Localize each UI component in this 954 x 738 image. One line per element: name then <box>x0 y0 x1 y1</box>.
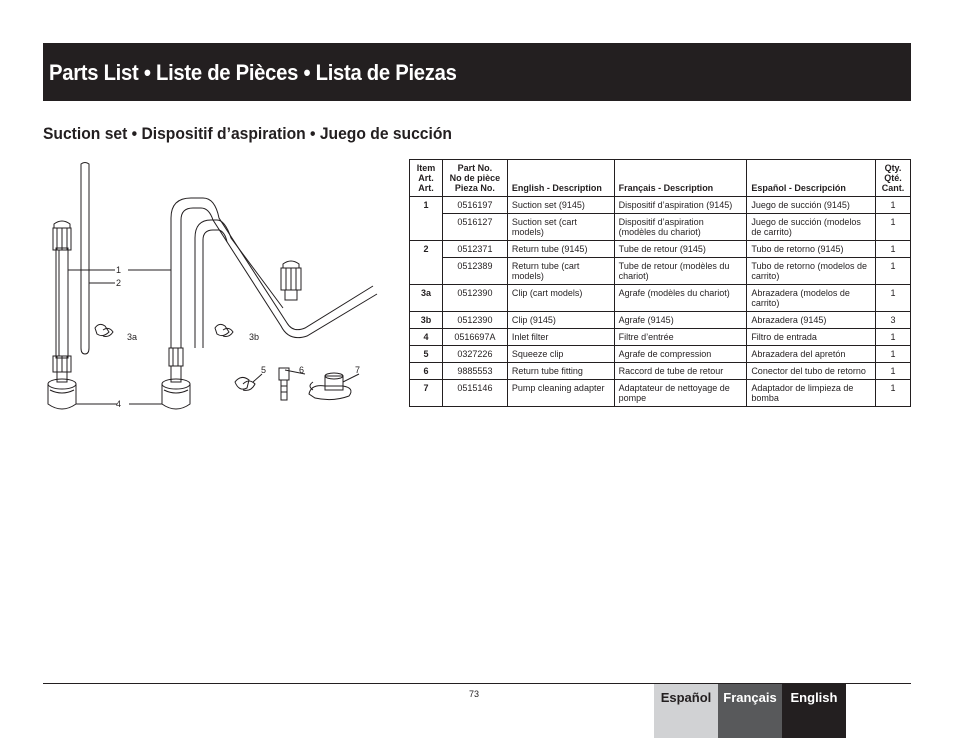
cell-english: Clip (cart models) <box>507 285 614 312</box>
cell-qty: 1 <box>875 380 910 407</box>
cell-qty: 1 <box>875 285 910 312</box>
cell-french: Agrafe (9145) <box>614 312 747 329</box>
table-row <box>410 312 911 329</box>
callout-3a: 3a <box>127 332 138 342</box>
callout-4: 4 <box>116 399 122 409</box>
parts-table <box>409 159 911 407</box>
cell-french: Filtre d’entrée <box>614 329 747 346</box>
cell-qty: 1 <box>875 197 910 214</box>
cell-part-no: 0512390 <box>442 285 507 312</box>
cell-item: 1 <box>410 197 443 241</box>
table-row <box>410 363 911 380</box>
callout-1: 1 <box>116 265 122 275</box>
cell-qty: 1 <box>875 363 910 380</box>
cell-spanish: Abrazadera (9145) <box>747 312 876 329</box>
cell-qty: 1 <box>875 346 910 363</box>
cell-qty: 1 <box>875 241 910 258</box>
cell-item: 3b <box>410 312 443 329</box>
cell-spanish: Abrazadera (modelos de carrito) <box>747 285 876 312</box>
bent-suction-tube-drawing <box>169 198 377 366</box>
cell-qty: 1 <box>875 258 910 285</box>
table-row <box>410 214 911 241</box>
table-row <box>410 285 911 312</box>
cell-item: 7 <box>410 380 443 407</box>
cell-french: Dispositif d’aspiration (modèles du chariot) <box>614 214 747 241</box>
callout-2: 2 <box>116 278 122 288</box>
tab-espanol[interactable]: Español <box>654 684 718 738</box>
cell-part-no: 0515146 <box>442 380 507 407</box>
suction-set-illustration <box>43 158 403 430</box>
cell-item: 4 <box>410 329 443 346</box>
cell-french: Agrafe de compression <box>614 346 747 363</box>
cell-qty: 1 <box>875 329 910 346</box>
clip-3b-drawing <box>215 324 233 336</box>
cell-item: 6 <box>410 363 443 380</box>
table-row <box>410 197 911 214</box>
cell-french: Dispositif d’aspiration (9145) <box>614 197 747 214</box>
callout-7: 7 <box>355 365 361 375</box>
cell-part-no: 0512389 <box>442 258 507 285</box>
col-header-qty: Qty. Qté. Cant. <box>875 160 910 197</box>
table-row <box>410 329 911 346</box>
pump-cleaning-adapter-drawing <box>309 373 351 400</box>
cell-english: Suction set (cart models) <box>507 214 614 241</box>
cell-part-no: 0516127 <box>442 214 507 241</box>
cell-english: Return tube (cart models) <box>507 258 614 285</box>
cell-french: Tube de retour (9145) <box>614 241 747 258</box>
cell-spanish: Juego de succión (9145) <box>747 197 876 214</box>
tab-english[interactable]: English <box>782 684 846 738</box>
title-banner <box>43 43 911 101</box>
cell-qty: 1 <box>875 214 910 241</box>
cell-english: Clip (9145) <box>507 312 614 329</box>
cell-french: Tube de retour (modèles du chariot) <box>614 258 747 285</box>
callout-5: 5 <box>261 365 267 375</box>
page-number: 73 <box>469 689 480 699</box>
callout-3b: 3b <box>249 332 260 342</box>
tab-francais[interactable]: Français <box>718 684 782 738</box>
col-header-french: Français - Description <box>614 160 747 197</box>
table-header-row <box>410 160 911 197</box>
cell-english: Pump cleaning adapter <box>507 380 614 407</box>
table-row <box>410 258 911 285</box>
page-title: Parts List • Liste de Pièces • Lista de Piezas <box>49 60 457 85</box>
cell-spanish: Conector del tubo de retorno <box>747 363 876 380</box>
cell-english: Squeeze clip <box>507 346 614 363</box>
table-row <box>410 241 911 258</box>
cell-english: Inlet filter <box>507 329 614 346</box>
cell-english: Suction set (9145) <box>507 197 614 214</box>
return-tube-fitting-drawing <box>279 368 289 400</box>
cell-part-no: 0516197 <box>442 197 507 214</box>
callout-6: 6 <box>299 365 305 375</box>
section-title: Suction set • Dispositif d’aspiration • Juego de succión <box>43 124 452 143</box>
clip-3a-drawing <box>95 324 113 336</box>
cell-spanish: Abrazadera del apretón <box>747 346 876 363</box>
return-tube-drawing <box>81 163 89 355</box>
col-header-part-no: Part No. No de pièce Pieza No. <box>442 160 507 197</box>
cell-english: Return tube fitting <box>507 363 614 380</box>
cell-item: 5 <box>410 346 443 363</box>
cell-english: Return tube (9145) <box>507 241 614 258</box>
cell-french: Raccord de tube de retour <box>614 363 747 380</box>
cell-part-no: 9885553 <box>442 363 507 380</box>
table-row <box>410 380 911 407</box>
cell-item: 3a <box>410 285 443 312</box>
cell-part-no: 0512371 <box>442 241 507 258</box>
col-header-english: English - Description <box>507 160 614 197</box>
inlet-filter-right-drawing <box>162 366 190 409</box>
cell-spanish: Juego de succión (modelos de carrito) <box>747 214 876 241</box>
cell-spanish: Adaptador de limpieza de bomba <box>747 380 876 407</box>
suction-tube-drawing <box>56 248 68 358</box>
cell-french: Adaptateur de nettoyage de pompe <box>614 380 747 407</box>
cell-part-no: 0516697A <box>442 329 507 346</box>
cell-french: Agrafe (modèles du chariot) <box>614 285 747 312</box>
col-header-spanish: Español - Descripción <box>747 160 876 197</box>
cell-spanish: Tubo de retorno (modelos de carrito) <box>747 258 876 285</box>
col-header-item: Item Art. Art. <box>410 160 443 197</box>
cell-qty: 3 <box>875 312 910 329</box>
cell-part-no: 0327226 <box>442 346 507 363</box>
inlet-filter-left-drawing <box>48 372 76 409</box>
cell-spanish: Tubo de retorno (9145) <box>747 241 876 258</box>
table-row <box>410 346 911 363</box>
cell-part-no: 0512390 <box>442 312 507 329</box>
squeeze-clip-drawing <box>235 377 255 390</box>
cell-spanish: Filtro de entrada <box>747 329 876 346</box>
cell-item: 2 <box>410 241 443 285</box>
